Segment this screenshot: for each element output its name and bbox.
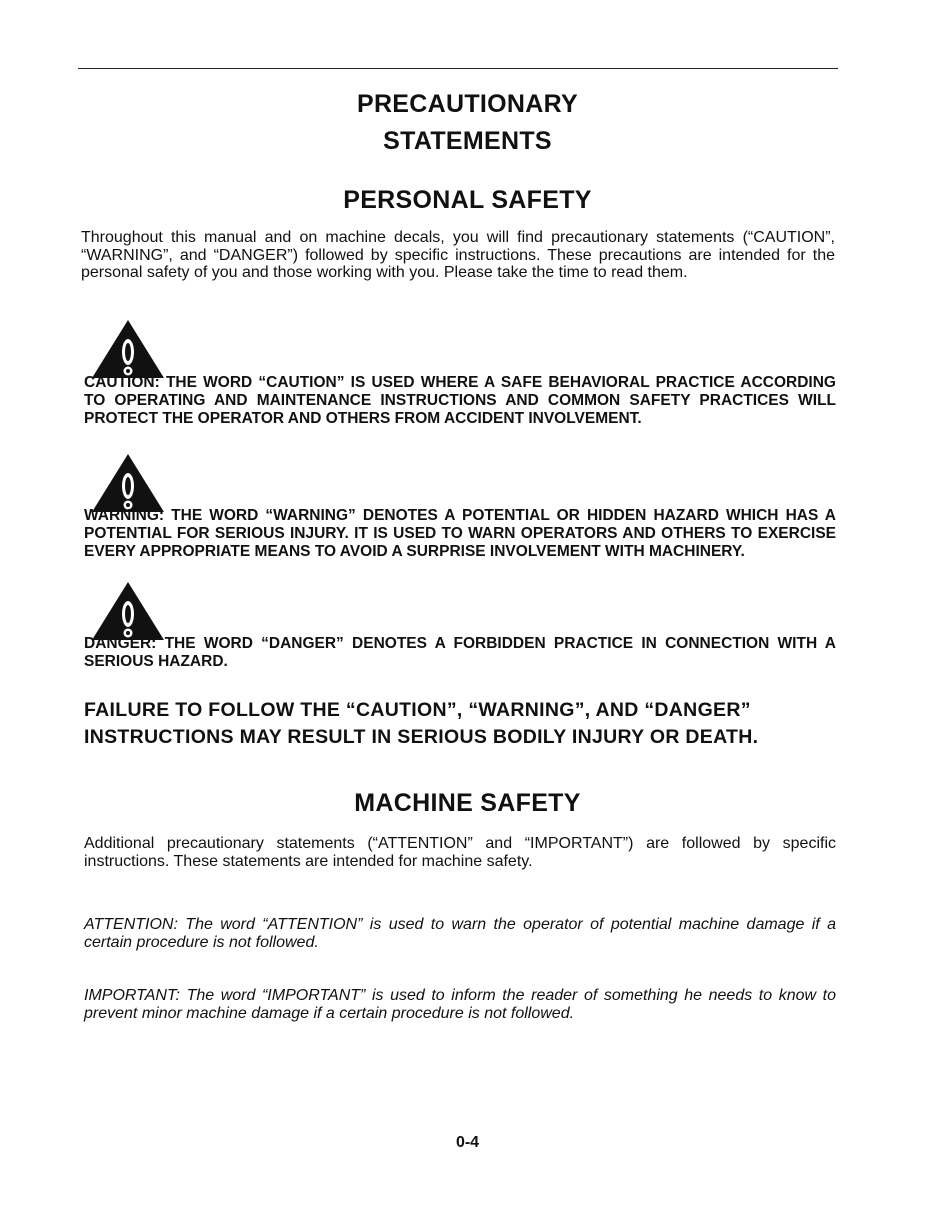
page-title-line2: STATEMENTS	[383, 127, 552, 155]
machine-safety-intro: Additional precautionary statements (“ATTENTION” and “IMPORTANT”) are followed by specific instructions. These statements are intended for machine safety.	[84, 835, 836, 870]
warning-triangle-icon	[90, 452, 166, 514]
warning-statement: WARNING: THE WORD “WARNING” DENOTES A POTENTIAL OR HIDDEN HAZARD WHICH HAS A POTENTIAL FOR SERIOUS INJURY. IT IS USED TO WARN OPERATORS AND OTHERS TO EXERCISE EVERY APPROPRIATE MEANS TO AVOID A SURPRISE INVOLVEMENT WITH MACHINERY.	[84, 507, 836, 560]
top-rule	[78, 68, 838, 69]
important-statement: IMPORTANT: The word “IMPORTANT” is used to inform the reader of something he needs to know to prevent minor machine damage if a certain procedure is not followed.	[84, 987, 836, 1022]
page-number: 0-4	[455, 1134, 480, 1151]
warning-triangle-icon	[90, 580, 166, 642]
failure-warning: FAILURE TO FOLLOW THE “CAUTION”, “WARNING”, AND “DANGER” INSTRUCTIONS MAY RESULT IN SERIOUS BODILY INJURY OR DEATH.	[84, 699, 759, 748]
machine-safety-heading: MACHINE SAFETY	[354, 789, 581, 817]
personal-safety-heading: PERSONAL SAFETY	[343, 186, 592, 214]
caution-statement: CAUTION: THE WORD “CAUTION” IS USED WHERE A SAFE BEHAVIORAL PRACTICE ACCORDING TO OPERATING AND MAINTENANCE INSTRUCTIONS AND COMMON SAFETY PRACTICES WILL PROTECT THE OPERATOR AND OTHERS FROM ACCIDENT INVOLVEMENT.	[84, 374, 836, 427]
danger-statement: DANGER: THE WORD “DANGER” DENOTES A FORBIDDEN PRACTICE IN CONNECTION WITH A SERIOUS HAZARD.	[84, 635, 836, 670]
page-title-line1: PRECAUTIONARY	[356, 90, 579, 118]
personal-safety-intro: Throughout this manual and on machine decals, you will find precautionary statements (“CAUTION”, “WARNING”, and “DANGER”) followed by specific instructions. These precautions are intended for the personal safety of you and those working with you. Please take the time to read them.	[81, 229, 835, 281]
attention-statement: ATTENTION: The word “ATTENTION” is used to warn the operator of potential machine damage if a certain procedure is not followed.	[84, 916, 836, 951]
warning-triangle-icon	[90, 318, 166, 380]
